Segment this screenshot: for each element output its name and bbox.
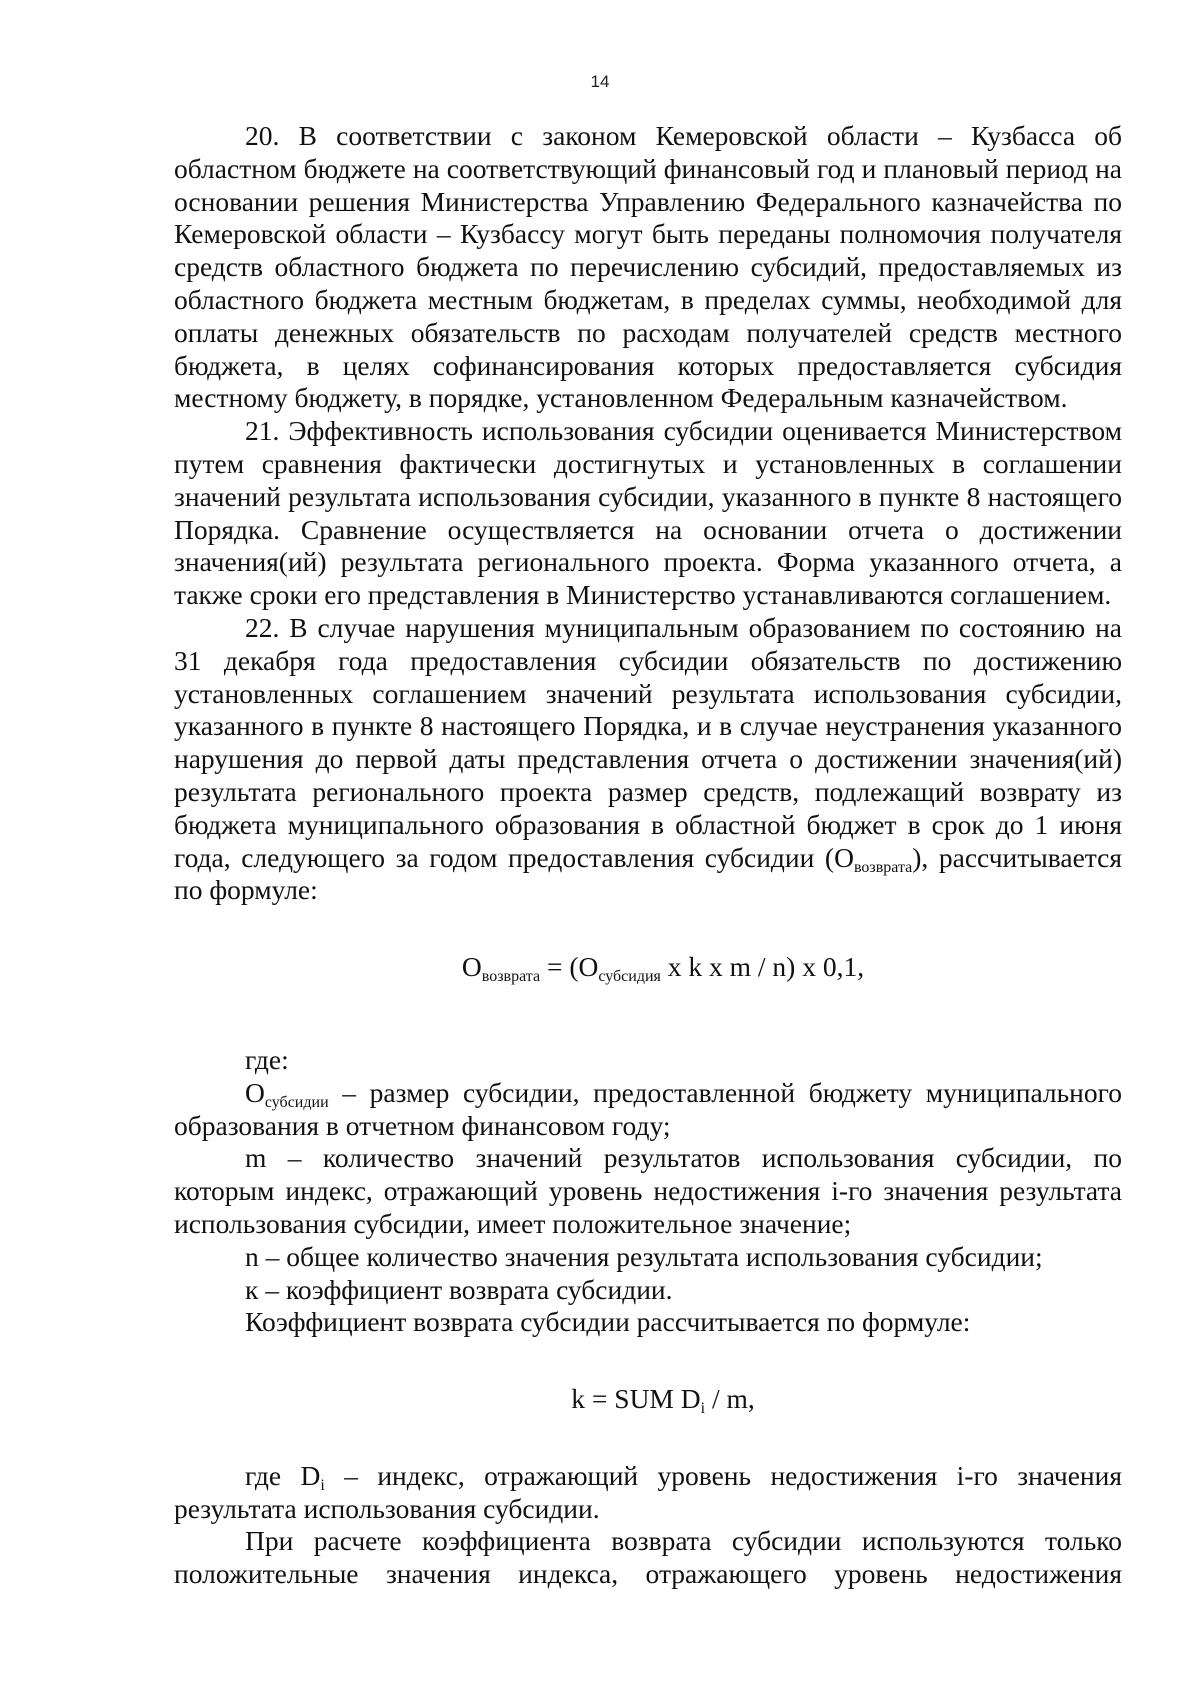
def-di-text: – индекс, отражающий уровень недостижения i-го значения результата использования субсидии.: [174, 1459, 1123, 1524]
formula1-tail: x k x m / n) x 0,1,: [660, 951, 865, 983]
definition-k: к – коэффициент возврата субсидии.: [245, 1273, 673, 1305]
def-di-pre: где D: [245, 1459, 321, 1491]
formula2-tail: / m,: [705, 1383, 755, 1415]
def-di-sub: i: [320, 1476, 325, 1494]
paragraph-21: 21. Эффективность использования субсидии оценивается Министерством путем сравнения фактически достигнутых и установленных в соглашении значений результата использования субсидии, указанного в пункте 8 настоящего Порядка. Сравнение осуществляется на основании отчета о достижении значения(ий) результата регионального проекта. Форма указанного отчета, а также сроки его представления в Министерство устанавливаются соглашением.: [174, 415, 1122, 611]
definition-m: m – количество значений результатов использования субсидии, по которым индекс, отражающий уровень недостижения i-го значения результата использования субсидии, имеет положительное значение;: [174, 1142, 1122, 1239]
formula1-sub-subsidiya: субсидия: [598, 968, 661, 986]
def-o-symbol: О: [245, 1076, 265, 1108]
o-subscript-vozvrata: возврата: [853, 858, 913, 876]
formula2-head: k = SUM D: [571, 1383, 701, 1415]
document-body: [174, 120, 1122, 1591]
k-intro: Коэффициент возврата субсидии рассчитывается по формуле:: [245, 1306, 971, 1338]
paragraph-last: При расчете коэффициента возврата субсидии используются только положительные значения индекса, отражающего уровень недостижения: [174, 1525, 1122, 1590]
page-number: 14: [590, 72, 610, 91]
paragraph-20: 20. В соответствии с законом Кемеровской области – Кузбасса об областном бюджете на соответствующий финансовый год и плановый период на основании решения Министерства Управлению Федерального казначейства по Кемеровской области – Кузбассу могут быть переданы полномочия получателя средств областного бюджета по перечислению субсидий, предоставляемых из областного бюджета местным бюджетам, в пределах суммы, необходимой для оплаты денежных обязательств по расходам получателей средств местного бюджета, в целях софинансирования которых предоставляется субсидия местному бюджету, в порядке, установленном Федеральным казначейством.: [174, 120, 1122, 414]
formula-k: [174, 1383, 1122, 1416]
formula1-sub-vozvrata: возврата: [481, 968, 541, 986]
formula1-o: О: [461, 951, 482, 983]
where-label: где:: [245, 1043, 289, 1075]
paragraph-22-text: 22. В случае нарушения муниципальным образованием по состоянию на 31 декабря года предоставления субсидии обязательств по достижению установленных соглашением значений результата использования субсидии, указанного в пункте 8 настоящего Порядка, и в случае неустранения указанного нарушения до первой даты представления отчета о достижении значения(ий) результата регионального проекта размер средств, подлежащий возврату из бюджета муниципального образования в областной бюджет в срок до 1 июня года, следующего за годом предоставления субсидии (: [174, 611, 1122, 873]
o-symbol: О: [834, 841, 854, 873]
def-o-text: – размер субсидии, предоставленной бюджету муниципального образования в отчетном финансовом году;: [174, 1076, 1122, 1141]
formula-return-amount: [174, 951, 1122, 984]
paragraph-22: [174, 612, 1122, 907]
definition-di: [174, 1460, 1122, 1526]
def-o-subscript: субсидии: [264, 1093, 329, 1111]
paragraph-22-tail: ), рассчитывается по формуле:: [174, 841, 1122, 906]
definition-o-subsidii: [174, 1077, 1122, 1143]
formula1-mid: = (О: [540, 951, 599, 983]
definition-n: n – общее количество значения результата использования субсидии;: [245, 1240, 1043, 1272]
formula2-sub-i: i: [700, 1400, 706, 1418]
